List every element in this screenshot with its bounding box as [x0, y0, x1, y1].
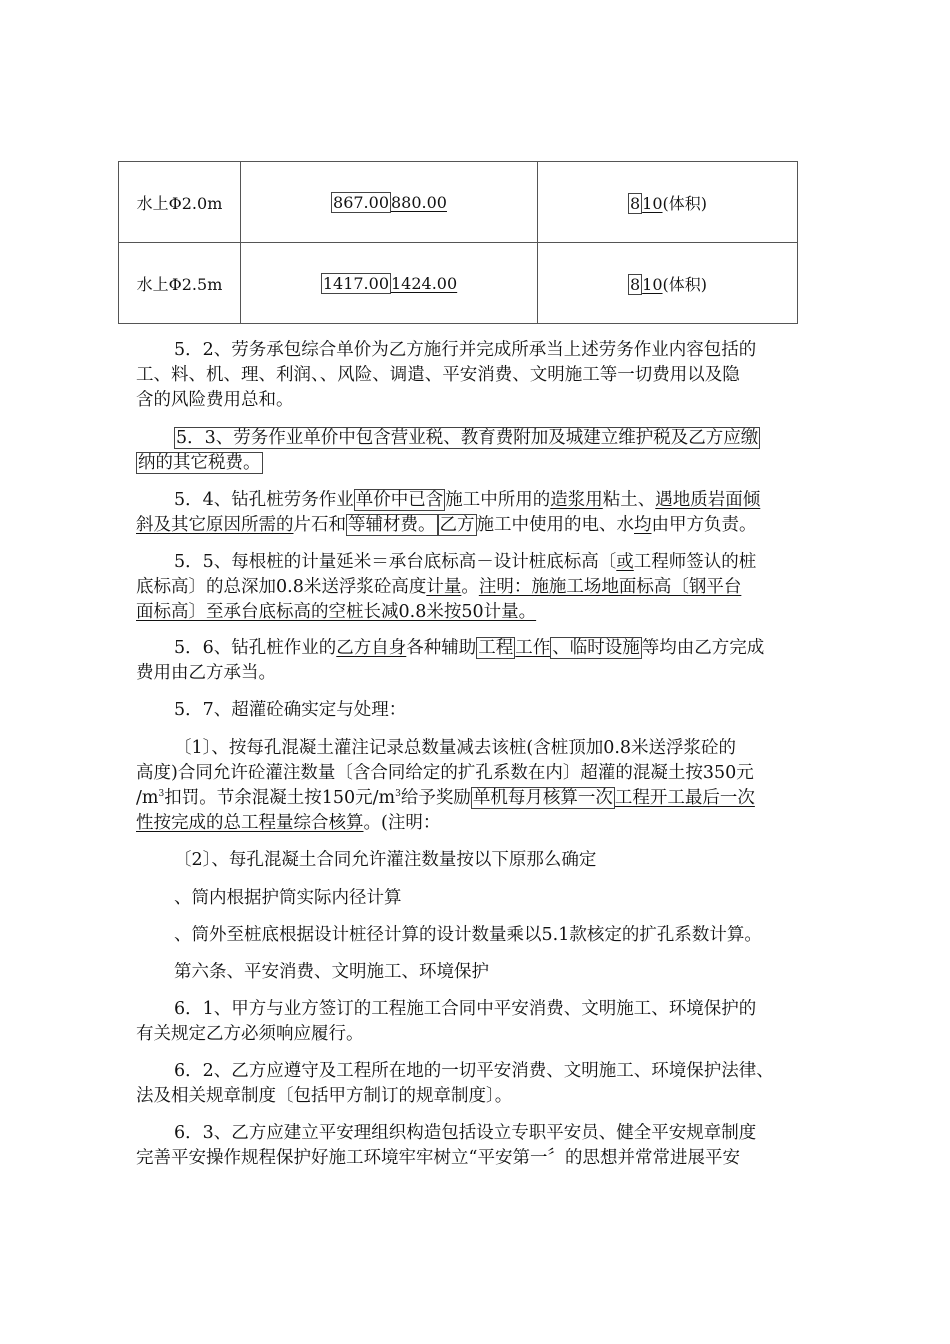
- inserted-text: 斜及其它原因所需的: [136, 515, 294, 535]
- text: 5．6、钻孔桩作业的: [174, 638, 337, 658]
- text: 5．4、钻孔桩劳务作业: [174, 490, 354, 510]
- pile-type-cell: 水上Φ2.5m: [119, 243, 241, 324]
- inserted-text: 注明：施施工场地面标高〔钢平台: [478, 577, 742, 597]
- article-6-heading: [136, 960, 808, 985]
- clause-5-2-line: 5．2、劳务承包综合单价为乙方施行并完成所承当上述劳务作业内容包括的: [174, 340, 757, 360]
- clause-5-6-line: [136, 636, 808, 661]
- clause-6-2-line: 6．2、乙方应遵守及工程所在地的一切平安消费、文明施工、环境保护法律、: [174, 1061, 774, 1081]
- text: 。(注明：: [363, 813, 441, 833]
- article-6-title: 第六条、平安消费、文明施工、环境保护: [174, 962, 489, 982]
- coefficient-cell: [538, 162, 798, 243]
- new-coefficient: 10: [642, 193, 663, 213]
- text: 底标高〕的总深加0.8米送浮浆砼高度: [136, 577, 427, 597]
- clause-5-3: [136, 426, 808, 476]
- clause-5-3-text: 5．3、劳务作业单价中包含营业税、教育费附加及城建立维护税及乙方应缴: [176, 428, 759, 448]
- revised-text: 乙方: [439, 515, 475, 535]
- revised-text: 、临时设施: [552, 638, 640, 658]
- clause-5-7-1-line: [136, 811, 808, 836]
- clause-5-7-3-line: 、筒内根据护筒实际内径计算: [174, 888, 402, 908]
- old-price: 1417.00: [322, 273, 389, 293]
- superscript: 3: [158, 789, 165, 800]
- clause-5-7-4-line: 、筒外至桩底根据设计桩径计算的设计数量乘以5.1款核定的扩孔系数计算。: [174, 925, 762, 945]
- inserted-text: 造浆用: [550, 490, 603, 510]
- text: 各种辅助: [406, 638, 477, 658]
- inserted-text: 计量: [426, 577, 462, 597]
- price-table: [118, 161, 798, 324]
- clause-6-3-line: 完善平安操作规程保护好施工环境牢牢树立“平安第一〞的思想并常常进展平安: [136, 1148, 740, 1168]
- text: 片石和: [293, 515, 346, 535]
- clause-5-7-1-line: [136, 786, 808, 811]
- clause-5-7-line: 5．7、超灌砼确实定与处理：: [174, 700, 407, 720]
- text: 给予奖励: [400, 788, 471, 808]
- clause-5-6-line: 费用由乙方承当。: [136, 663, 276, 683]
- text: 工程师签认的桩: [633, 552, 757, 572]
- new-price: 1424.00: [391, 273, 458, 293]
- text: 扣罚。节余混凝土按150元/m: [164, 788, 396, 808]
- new-price: 880.00: [391, 192, 447, 212]
- inserted-text: 性按完成的总工程量综合核算: [136, 813, 364, 833]
- inserted-text: 遇地质岩面倾: [655, 490, 761, 510]
- text: 施工中所用的: [445, 490, 551, 510]
- table-row: [119, 162, 798, 243]
- clause-5-7-2-line: 〔2〕、每孔混凝土合同允许灌注数量按以下原那么确定: [174, 850, 597, 870]
- clause-5-4: [136, 488, 808, 538]
- clause-5-6: [136, 636, 808, 686]
- clause-6-3: [136, 1121, 808, 1171]
- inserted-text: 工程开工最后一次: [614, 788, 755, 808]
- clause-6-1-line: 有关规定乙方必须响应履行。: [136, 1024, 364, 1044]
- text: 施工中使用的电、水: [476, 515, 634, 535]
- revised-text: 工程: [478, 638, 514, 658]
- superscript: 3: [395, 789, 401, 800]
- text: 由甲方负责。: [651, 515, 757, 535]
- text: 。: [461, 577, 479, 597]
- clause-6-2: [136, 1059, 808, 1109]
- pile-type-cell: 水上Φ2.0m: [119, 162, 241, 243]
- clause-5-4-line: [136, 488, 808, 513]
- inserted-text: 乙方自身: [336, 638, 407, 658]
- new-coefficient: 10: [642, 274, 663, 294]
- unit-price-cell: [241, 162, 538, 243]
- clause-5-2-line: 含的风险费用总和。: [136, 390, 294, 410]
- inserted-text: 面标高〕至承台底标高的空桩长减0.8米按50计量。: [136, 602, 537, 622]
- clause-6-1-line: 6．1、甲方与业方签订的工程施工合同中平安消费、文明施工、环境保护的: [174, 999, 757, 1019]
- clause-5-7-4: [136, 923, 808, 948]
- revised-text: 等辅材费。: [348, 515, 436, 535]
- clause-5-5-line: [136, 550, 808, 575]
- inserted-text: 工作: [515, 638, 551, 658]
- revised-text: 单价中已含: [355, 490, 444, 510]
- text: 等均由乙方完成: [641, 638, 765, 658]
- clause-5-7-1: [136, 736, 808, 836]
- clause-6-1: [136, 997, 808, 1047]
- coefficient-cell: [538, 243, 798, 324]
- clause-5-7-1-line: 〔1〕、按每孔混凝土灌注记录总数量减去该桩(含桩顶加0.8米送浮浆砼的: [174, 738, 737, 758]
- old-coefficient: 8: [629, 274, 641, 294]
- old-coefficient: 8: [629, 193, 641, 213]
- clause-6-3-line: 6．3、乙方应建立平安理组织构造包括设立专职平安员、健全平安规章制度: [174, 1123, 757, 1143]
- clause-5-5-line: [136, 600, 808, 625]
- coefficient-unit: (体积): [662, 274, 708, 294]
- unit-price-cell: [241, 243, 538, 324]
- clause-6-2-line: 法及相关规章制度〔包括甲方制订的规章制度〕。: [136, 1086, 513, 1106]
- text: 粘土、: [602, 490, 656, 510]
- coefficient-unit: (体积): [662, 193, 708, 213]
- clause-5-7-3: [136, 886, 808, 911]
- clause-5-7-2: [136, 848, 808, 873]
- clause-5-7-1-line: 高度)合同允许砼灌注数量〔含合同给定的扩孔系数在内〕超灌的混凝土按350元: [136, 763, 754, 783]
- clause-5-5: [136, 550, 808, 625]
- clause-5-3-text: 纳的其它税费。: [138, 453, 261, 473]
- clause-5-3-line: [136, 451, 808, 476]
- inserted-text: 均: [634, 515, 652, 535]
- inserted-text: 或: [616, 552, 634, 572]
- clause-5-4-line: [136, 513, 808, 538]
- revised-text: 单机每月核算一次: [472, 788, 613, 808]
- clause-5-2: [136, 338, 808, 413]
- text: 5．5、每根桩的计量延米＝承台底标高－设计桩底标高〔: [174, 552, 617, 572]
- old-price: 867.00: [333, 192, 389, 212]
- table-row: [119, 243, 798, 324]
- clause-5-2-line: 工、料、机、理、利润、、风险、调遣、平安消费、文明施工等一切费用以及隐: [136, 365, 740, 385]
- clause-5-5-line: [136, 575, 808, 600]
- clause-5-7: [136, 698, 808, 723]
- clause-5-3-line: [136, 426, 808, 451]
- text: /m: [136, 788, 159, 808]
